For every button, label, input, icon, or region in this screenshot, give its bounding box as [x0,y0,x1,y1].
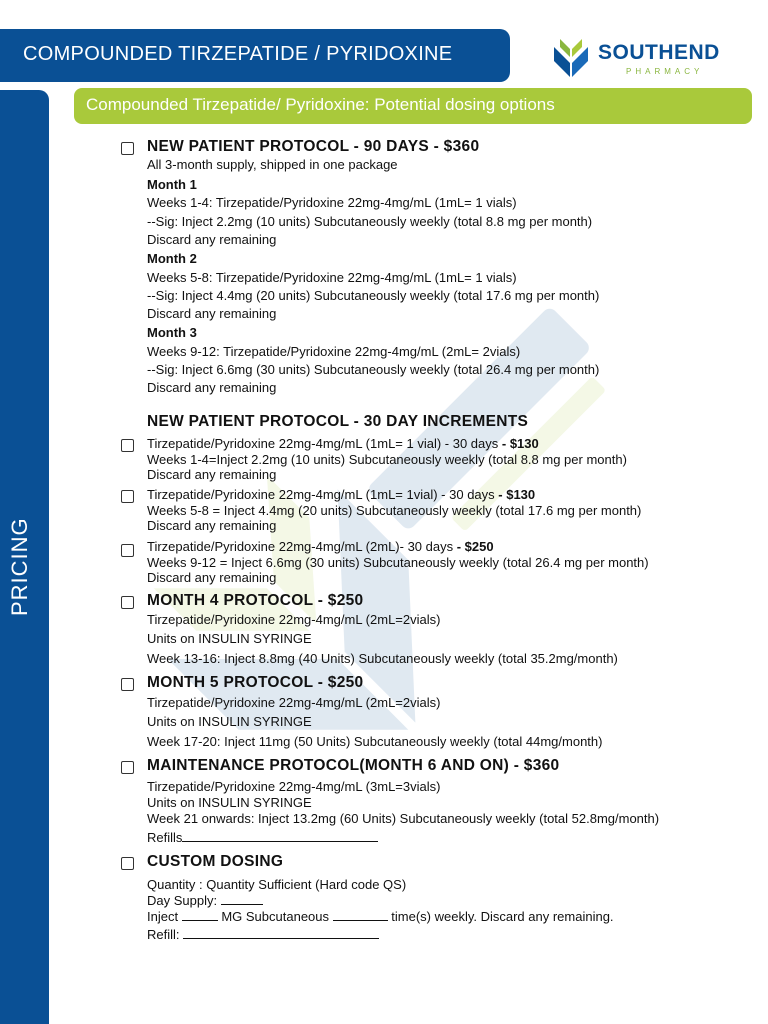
maintenance-refills: Refills [147,830,378,845]
protocol-90-day-title: NEW PATIENT PROTOCOL - 90 DAYS - $360 [147,138,480,155]
month-3-line-1: Weeks 9-12: Tirzepatide/Pyridoxine 22mg-4mg/mL (2mL= 2vials) [147,344,521,359]
logo-subtext: PHARMACY [626,67,704,76]
checkbox-30-day-3[interactable] [121,544,134,557]
option-3-line-2: Weeks 9-12 = Inject 6.6mg (30 units) Subcutaneously weekly (total 26.4 mg per month) [147,555,649,570]
month-2-line-1: Weeks 5-8: Tirzepatide/Pyridoxine 22mg-4mg/mL (1mL= 1 vials) [147,270,517,285]
option-2-line-3: Discard any remaining [147,518,277,533]
option-1-line-2: Weeks 1-4=Inject 2.2mg (10 units) Subcutaneously weekly (total 8.8 mg per month) [147,452,627,467]
month-3-label: Month 3 [147,325,197,340]
custom-quantity: Quantity : Quantity Sufficient (Hard code QS) [147,877,407,892]
month-5-title: MONTH 5 PROTOCOL - $250 [147,674,364,691]
pharmacy-logo [548,33,748,83]
option-1-line-1: Tirzepatide/Pyridoxine 22mg-4mg/mL (1mL= 1 vial) - 30 days - $130 [147,436,539,451]
checkbox-maintenance[interactable] [121,761,134,774]
month-3-line-2: --Sig: Inject 6.6mg (30 units) Subcutaneously weekly (total 26.4 mg per month) [147,362,600,377]
refills-field[interactable] [182,830,378,842]
month-1-line-1: Weeks 1-4: Tirzepatide/Pyridoxine 22mg-4mg/mL (1mL= 1 vials) [147,195,517,210]
checkbox-custom[interactable] [121,857,134,870]
protocol-90-day-note: All 3-month supply, shipped in one package [147,157,398,172]
month-5-line-2: Units on INSULIN SYRINGE [147,714,312,729]
header-banner [0,29,510,82]
option-3-line-1: Tirzepatide/Pyridoxine 22mg-4mg/mL (2mL)- 30 days - $250 [147,539,494,554]
month-4-line-3: Week 13-16: Inject 8.8mg (40 Units) Subcutaneously weekly (total 35.2mg/month) [147,651,618,666]
protocol-30-day-title: NEW PATIENT PROTOCOL - 30 DAY INCREMENTS [147,413,529,430]
maintenance-line-3: Week 21 onwards: Inject 13.2mg (60 Units) Subcutaneously weekly (total 52.8mg/month) [147,811,660,826]
custom-inject: Inject MG Subcutaneous time(s) weekly. Discard any remaining. [147,909,614,924]
month-2-line-3: Discard any remaining [147,306,277,321]
logo-wordmark: SOUTHEND [598,41,720,64]
month-1-line-3: Discard any remaining [147,232,277,247]
option-2-line-1: Tirzepatide/Pyridoxine 22mg-4mg/mL (1mL= 1vial) - 30 days - $130 [147,487,536,502]
logo-icon [548,33,594,79]
subheader-text: Compounded Tirzepatide/ Pyridoxine: Potential dosing options [86,95,555,114]
custom-day-supply: Day Supply: [147,893,263,908]
option-1-line-3: Discard any remaining [147,467,277,482]
inject-mg-field[interactable] [182,909,218,921]
maintenance-line-2: Units on INSULIN SYRINGE [147,795,312,810]
side-band [0,90,49,1024]
checkbox-month-4[interactable] [121,596,134,609]
checkbox-90-day[interactable] [121,142,134,155]
option-3-line-3: Discard any remaining [147,570,277,585]
maintenance-title: MAINTENANCE PROTOCOL(MONTH 6 AND ON) - $360 [147,757,560,774]
custom-refill: Refill: [147,927,379,942]
checkbox-30-day-1[interactable] [121,439,134,452]
side-label: PRICING [7,517,32,616]
month-2-line-2: --Sig: Inject 4.4mg (20 units) Subcutaneously weekly (total 17.6 mg per month) [147,288,600,303]
page-title: COMPOUNDED TIRZEPATIDE / PYRIDOXINE [23,43,453,65]
checkbox-month-5[interactable] [121,678,134,691]
month-5-line-3: Week 17-20: Inject 11mg (50 Units) Subcutaneously weekly (total 44mg/month) [147,734,603,749]
option-2-line-2: Weeks 5-8 = Inject 4.4mg (20 units) Subcutaneously weekly (total 17.6 mg per month) [147,503,642,518]
month-2-label: Month 2 [147,251,197,266]
refill-field[interactable] [183,927,379,939]
maintenance-line-1: Tirzepatide/Pyridoxine 22mg-4mg/mL (3mL=3vials) [147,779,441,794]
times-weekly-field[interactable] [333,909,388,921]
month-3-line-3: Discard any remaining [147,380,277,395]
checkbox-30-day-2[interactable] [121,490,134,503]
month-1-label: Month 1 [147,177,197,192]
month-4-line-2: Units on INSULIN SYRINGE [147,631,312,646]
day-supply-field[interactable] [221,893,263,905]
month-1-line-2: --Sig: Inject 2.2mg (10 units) Subcutaneously weekly (total 8.8 mg per month) [147,214,593,229]
custom-title: CUSTOM DOSING [147,853,284,870]
month-4-title: MONTH 4 PROTOCOL - $250 [147,592,364,609]
month-5-line-1: Tirzepatide/Pyridoxine 22mg-4mg/mL (2mL=2vials) [147,695,441,710]
subheader-banner [74,88,752,124]
month-4-line-1: Tirzepatide/Pyridoxine 22mg-4mg/mL (2mL=2vials) [147,612,441,627]
